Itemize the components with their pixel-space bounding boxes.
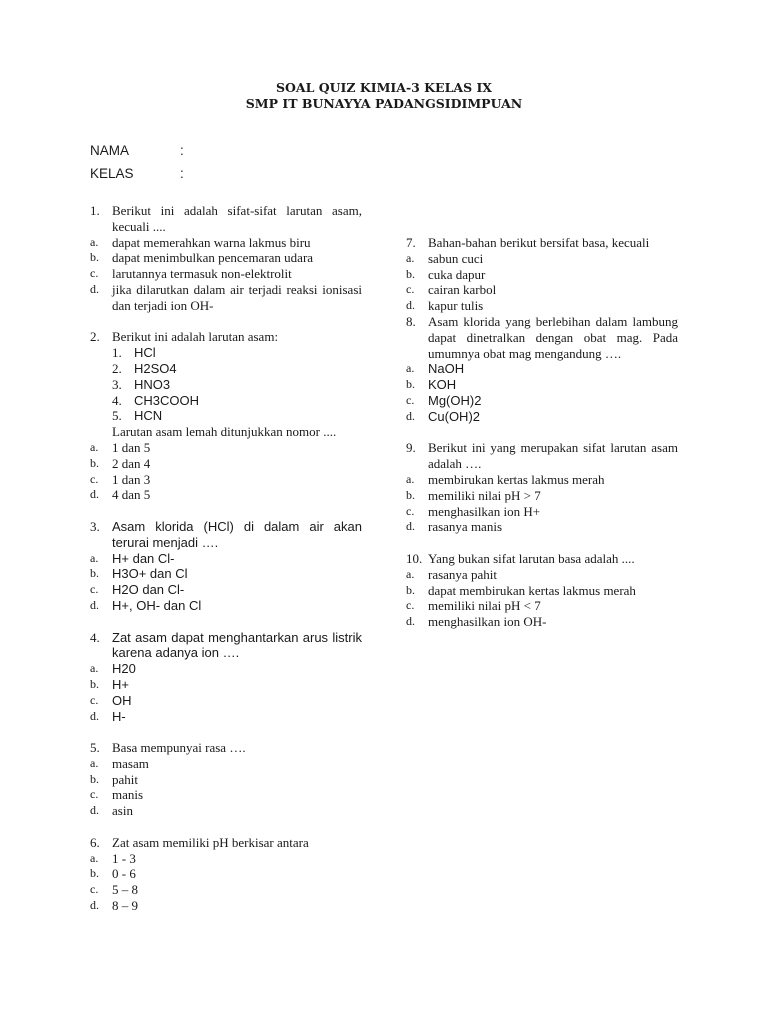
question-text: Zat asam memiliki pH berkisar antara [112, 834, 309, 850]
question-3 [90, 519, 362, 614]
option-text: sabun cuci [428, 250, 484, 266]
quiz-title: SOAL QUIZ KIMIA-3 KELAS IX [275, 80, 492, 95]
name-colon: : [180, 143, 184, 158]
option-letter: d. [406, 519, 415, 534]
question-number: 5. [90, 740, 100, 756]
question-text: Bahan-bahan berikut bersifat basa, kecuali [428, 235, 650, 250]
option-letter: c. [406, 282, 415, 297]
option-letter: c. [406, 598, 415, 613]
option-text: H20 [112, 661, 136, 677]
list-number: 1. [112, 345, 122, 361]
option-text: NaOH [428, 361, 465, 377]
option-letter: b. [406, 266, 415, 281]
option-text: membirukan kertas lakmus merah [428, 471, 605, 487]
question-5 [90, 740, 362, 819]
question-1 [90, 203, 362, 314]
option-text: masam [112, 755, 149, 771]
option-text: dapat membirukan kertas lakmus merah [428, 582, 636, 598]
compound-list [112, 345, 362, 424]
list-item: HCN [134, 408, 163, 424]
list-item: HCl [134, 345, 156, 361]
name-label: NAMA [90, 143, 130, 158]
question-followup: Larutan asam lemah ditunjukkan nomor .... [112, 424, 337, 440]
question-number: 6. [90, 834, 100, 850]
option-letter: d. [90, 898, 99, 913]
option-text: memiliki nilai pH > 7 [428, 487, 541, 503]
right-column [406, 235, 678, 630]
option-text: 1 dan 5 [112, 439, 151, 455]
option-text: H- [112, 708, 126, 724]
option-letter: b. [406, 487, 415, 502]
list-item: HNO3 [134, 376, 171, 392]
list-number: 3. [112, 376, 122, 392]
option-text: OH [112, 692, 132, 708]
option-letter: d. [406, 298, 415, 313]
question-number: 2. [90, 329, 100, 345]
option-text: jika dilarutkan dalam air terjadi reaksi ionisasi dan terjadi ion OH- [112, 281, 362, 313]
option-text: manis [112, 787, 144, 803]
question-text: Asam klorida yang berlebihan dalam lambung dapat dinetralkan dengan obat mag. Pada umumnya obat mag mengandung …. [428, 313, 678, 361]
option-letter: b. [90, 250, 99, 265]
option-letter: d. [90, 597, 99, 612]
option-text: 1 dan 3 [112, 471, 151, 487]
option-letter: d. [90, 487, 99, 502]
option-text: 1 - 3 [112, 850, 136, 866]
option-letter: a. [90, 661, 99, 676]
option-text: Mg(OH)2 [428, 392, 482, 408]
list-number: 4. [112, 392, 122, 408]
option-letter: c. [90, 787, 99, 802]
option-letter: d. [90, 281, 99, 296]
option-text: asin [112, 803, 133, 819]
list-item: H2SO4 [134, 360, 177, 376]
option-letter: c. [90, 471, 99, 486]
option-letter: c. [90, 582, 99, 597]
option-letter: b. [90, 566, 99, 581]
question-text: Berikut ini adalah larutan asam: [112, 329, 279, 345]
option-text: memiliki nilai pH < 7 [428, 598, 541, 614]
school-name: SMP IT BUNAYYA PADANGSIDIMPUAN [245, 96, 523, 111]
question-text: Berikut ini adalah sifat-sifat larutan asam, kecuali .... [112, 203, 362, 234]
option-text: H+ dan Cl- [112, 550, 175, 566]
option-text: rasanya manis [428, 519, 503, 535]
option-text: larutannya termasuk non-elektrolit [112, 266, 292, 282]
question-text: Zat asam dapat menghantarkan arus listrik karena adanya ion …. [112, 629, 362, 661]
option-letter: d. [90, 708, 99, 723]
option-text: 2 dan 4 [112, 455, 151, 471]
option-text: 4 dan 5 [112, 487, 151, 503]
option-letter: b. [90, 771, 99, 786]
option-letter: c. [90, 882, 99, 897]
question-9 [406, 440, 678, 535]
option-text: H+ [112, 676, 129, 692]
option-letter: d. [406, 614, 415, 629]
option-letter: a. [90, 439, 99, 454]
option-text: cairan karbol [428, 282, 497, 298]
class-label: KELAS [90, 166, 134, 181]
question-text: Berikut ini yang merupakan sifat larutan asam adalah …. [428, 440, 678, 472]
question-number: 8. [406, 313, 416, 329]
option-letter: b. [90, 455, 99, 470]
option-letter: b. [90, 676, 99, 691]
list-item: CH3COOH [134, 392, 200, 408]
option-letter: a. [90, 755, 99, 770]
option-text: KOH [428, 377, 457, 393]
option-text: H+, OH- dan Cl [112, 597, 202, 613]
question-text: Asam klorida (HCl) di dalam air akan terurai menjadi …. [112, 518, 362, 550]
question-4 [90, 630, 362, 725]
option-letter: a. [406, 361, 415, 376]
option-text: dapat memerahkan warna lakmus biru [112, 234, 311, 250]
option-text: cuka dapur [428, 266, 486, 282]
question-10 [406, 551, 678, 630]
question-7 [406, 235, 678, 314]
question-number: 4. [90, 629, 100, 645]
option-letter: d. [90, 803, 99, 818]
question-8 [406, 314, 678, 425]
option-text: menghasilkan ion OH- [428, 614, 547, 630]
option-letter: c. [90, 266, 99, 281]
option-letter: a. [406, 471, 415, 486]
option-text: rasanya pahit [428, 566, 497, 582]
class-row [90, 166, 184, 181]
question-number: 9. [406, 440, 416, 456]
option-text: Cu(OH)2 [428, 408, 481, 424]
question-6 [90, 835, 362, 914]
option-text: 8 – 9 [112, 898, 138, 914]
question-number: 10. [406, 550, 423, 566]
list-number: 5. [112, 408, 122, 424]
option-letter: a. [90, 550, 99, 565]
question-number: 1. [90, 203, 100, 218]
option-letter: b. [406, 582, 415, 597]
option-text: 0 - 6 [112, 866, 136, 882]
option-text: menghasilkan ion H+ [428, 503, 541, 519]
option-letter: a. [406, 250, 415, 265]
option-text: H3O+ dan Cl [112, 566, 188, 582]
question-text: Basa mempunyai rasa …. [112, 740, 246, 756]
option-letter: a. [90, 850, 99, 865]
question-number: 7. [406, 235, 416, 250]
option-letter: d. [406, 408, 415, 423]
question-number: 3. [90, 518, 100, 534]
option-letter: a. [90, 234, 99, 249]
class-colon: : [180, 166, 184, 181]
question-text: Yang bukan sifat larutan basa adalah .... [428, 550, 635, 566]
option-text: kapur tulis [428, 298, 484, 314]
option-text: dapat menimbulkan pencemaran udara [112, 250, 314, 266]
option-letter: c. [406, 392, 415, 407]
option-letter: c. [406, 503, 415, 518]
option-letter: a. [406, 566, 415, 581]
question-2 [90, 329, 362, 503]
name-row [90, 143, 184, 158]
list-number: 2. [112, 360, 122, 376]
option-letter: b. [90, 866, 99, 881]
option-text: H2O dan Cl- [112, 582, 185, 598]
left-column [90, 203, 362, 914]
option-letter: b. [406, 377, 415, 392]
option-text: pahit [112, 771, 138, 787]
option-letter: c. [90, 692, 99, 707]
option-text: 5 – 8 [112, 882, 138, 898]
